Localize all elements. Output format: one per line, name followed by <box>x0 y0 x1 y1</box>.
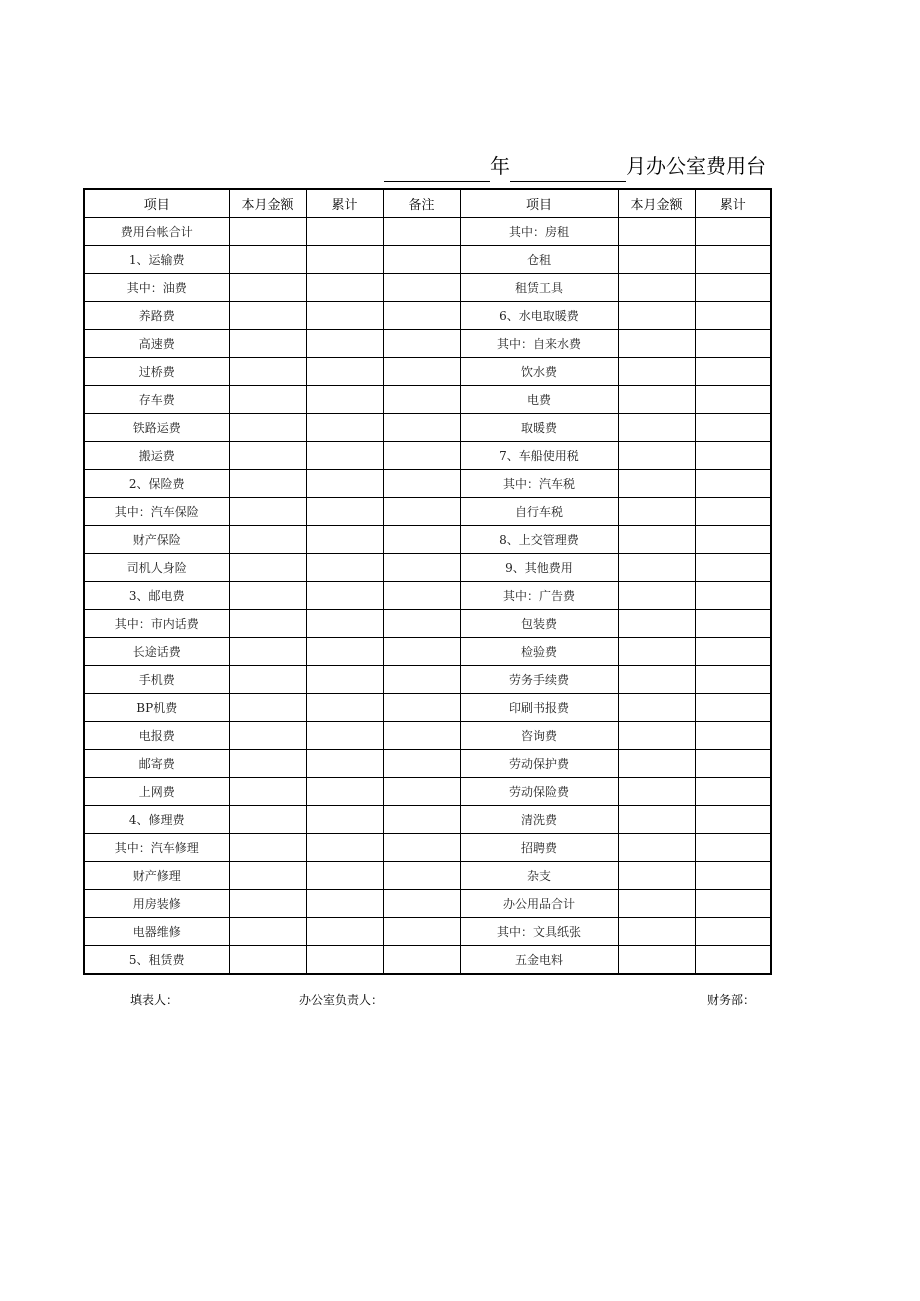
cumulative-cell[interactable] <box>306 638 383 666</box>
month-amount-cell[interactable] <box>229 554 306 582</box>
table-row <box>84 750 771 778</box>
month-amount-cell-right[interactable] <box>618 526 695 554</box>
cumulative-cell[interactable] <box>306 218 383 246</box>
notes-cell[interactable] <box>383 918 460 946</box>
table-row <box>84 946 771 975</box>
month-amount-cell[interactable] <box>229 918 306 946</box>
item-label-right: 劳动保护费 <box>460 750 618 778</box>
month-amount-cell-right[interactable] <box>618 750 695 778</box>
item-label: 高速费 <box>84 330 229 358</box>
item-label-right: 其中：广告费 <box>460 582 618 610</box>
notes-cell[interactable] <box>383 946 460 975</box>
office-head-label: 办公室负责人： <box>299 993 384 1007</box>
month-amount-cell[interactable] <box>229 302 306 330</box>
month-amount-cell-right[interactable] <box>618 918 695 946</box>
notes-cell[interactable] <box>383 610 460 638</box>
table-row <box>84 246 771 274</box>
item-label: 财产保险 <box>84 526 229 554</box>
header-cumulative: 累计 <box>306 189 383 218</box>
page-title <box>384 150 772 182</box>
month-amount-cell-right[interactable] <box>618 302 695 330</box>
item-label-right: 6、水电取暖费 <box>460 302 618 330</box>
cumulative-cell[interactable] <box>306 918 383 946</box>
item-label-right: 招聘费 <box>460 834 618 862</box>
cumulative-cell[interactable] <box>306 526 383 554</box>
table-row <box>84 890 771 918</box>
month-amount-cell-right[interactable] <box>618 386 695 414</box>
month-amount-cell-right[interactable] <box>618 694 695 722</box>
month-amount-cell[interactable] <box>229 722 306 750</box>
item-label-right: 其中：自来水费 <box>460 330 618 358</box>
cumulative-cell-right[interactable] <box>695 750 771 778</box>
month-amount-cell-right[interactable] <box>618 582 695 610</box>
cumulative-cell[interactable] <box>306 554 383 582</box>
table-row <box>84 582 771 610</box>
month-amount-cell[interactable] <box>229 218 306 246</box>
item-label: 存车费 <box>84 386 229 414</box>
table-row <box>84 554 771 582</box>
cumulative-cell[interactable] <box>306 666 383 694</box>
month-amount-cell-right[interactable] <box>618 554 695 582</box>
cumulative-cell[interactable] <box>306 862 383 890</box>
notes-cell[interactable] <box>383 638 460 666</box>
item-label-right: 9、其他费用 <box>460 554 618 582</box>
notes-cell[interactable] <box>383 890 460 918</box>
month-amount-cell-right[interactable] <box>618 498 695 526</box>
item-label: 电报费 <box>84 722 229 750</box>
item-label-right: 租赁工具 <box>460 274 618 302</box>
cumulative-cell[interactable] <box>306 330 383 358</box>
item-label-right: 劳动保险费 <box>460 778 618 806</box>
filler-label: 填表人： <box>130 993 179 1007</box>
cumulative-cell[interactable] <box>306 834 383 862</box>
header-item-right: 项目 <box>460 189 618 218</box>
month-amount-cell-right[interactable] <box>618 862 695 890</box>
item-label-right: 7、车船使用税 <box>460 442 618 470</box>
item-label: 搬运费 <box>84 442 229 470</box>
cumulative-cell[interactable] <box>306 946 383 975</box>
item-label-right: 清洗费 <box>460 806 618 834</box>
item-label: 4、修理费 <box>84 806 229 834</box>
cumulative-cell[interactable] <box>306 806 383 834</box>
table-row <box>84 330 771 358</box>
notes-cell[interactable] <box>383 778 460 806</box>
notes-cell[interactable] <box>383 582 460 610</box>
item-label-right: 印刷书报费 <box>460 694 618 722</box>
cumulative-cell[interactable] <box>306 302 383 330</box>
item-label: 其中：油费 <box>84 274 229 302</box>
month-amount-cell[interactable] <box>229 274 306 302</box>
item-label-right: 包装费 <box>460 610 618 638</box>
cumulative-cell-right[interactable] <box>695 806 771 834</box>
table-row <box>84 414 771 442</box>
table-row <box>84 470 771 498</box>
table-row <box>84 302 771 330</box>
notes-cell[interactable] <box>383 274 460 302</box>
table-row <box>84 778 771 806</box>
cumulative-cell-right[interactable] <box>695 526 771 554</box>
cumulative-cell-right[interactable] <box>695 470 771 498</box>
year-label: 年 <box>490 154 510 178</box>
notes-cell[interactable] <box>383 358 460 386</box>
header-cumulative-right: 累计 <box>695 189 771 218</box>
item-label-right: 其中：文具纸张 <box>460 918 618 946</box>
month-amount-cell[interactable] <box>229 778 306 806</box>
item-label-right: 办公用品合计 <box>460 890 618 918</box>
item-label-right: 其中：汽车税 <box>460 470 618 498</box>
cumulative-cell-right[interactable] <box>695 638 771 666</box>
month-amount-cell[interactable] <box>229 638 306 666</box>
month-amount-cell[interactable] <box>229 750 306 778</box>
item-label-right: 检验费 <box>460 638 618 666</box>
cumulative-cell-right[interactable] <box>695 330 771 358</box>
cumulative-cell[interactable] <box>306 414 383 442</box>
month-amount-cell[interactable] <box>229 386 306 414</box>
cumulative-cell[interactable] <box>306 386 383 414</box>
cumulative-cell[interactable] <box>306 470 383 498</box>
cumulative-cell-right[interactable] <box>695 386 771 414</box>
table-row <box>84 386 771 414</box>
item-label: 邮寄费 <box>84 750 229 778</box>
month-amount-cell-right[interactable] <box>618 666 695 694</box>
header-row <box>84 189 771 218</box>
cumulative-cell-right[interactable] <box>695 666 771 694</box>
month-amount-cell-right[interactable] <box>618 890 695 918</box>
cumulative-cell-right[interactable] <box>695 694 771 722</box>
month-amount-cell-right[interactable] <box>618 246 695 274</box>
cumulative-cell-right[interactable] <box>695 498 771 526</box>
notes-cell[interactable] <box>383 834 460 862</box>
year-blank[interactable] <box>384 157 490 182</box>
item-label: 过桥费 <box>84 358 229 386</box>
item-label: 电器维修 <box>84 918 229 946</box>
month-amount-cell[interactable] <box>229 862 306 890</box>
item-label: 上网费 <box>84 778 229 806</box>
cumulative-cell-right[interactable] <box>695 274 771 302</box>
expense-ledger-table <box>83 188 772 975</box>
month-amount-cell[interactable] <box>229 330 306 358</box>
month-amount-cell-right[interactable] <box>618 274 695 302</box>
item-label: BP机费 <box>84 694 229 722</box>
item-label-right: 饮水费 <box>460 358 618 386</box>
item-label-right: 电费 <box>460 386 618 414</box>
month-amount-cell[interactable] <box>229 442 306 470</box>
notes-cell[interactable] <box>383 442 460 470</box>
month-amount-cell-right[interactable] <box>618 806 695 834</box>
cumulative-cell[interactable] <box>306 246 383 274</box>
item-label: 财产修理 <box>84 862 229 890</box>
item-label: 其中：汽车保险 <box>84 498 229 526</box>
cumulative-cell-right[interactable] <box>695 946 771 975</box>
month-amount-cell-right[interactable] <box>618 610 695 638</box>
table-row <box>84 722 771 750</box>
month-amount-cell[interactable] <box>229 526 306 554</box>
cumulative-cell[interactable] <box>306 890 383 918</box>
header-month-amount: 本月金额 <box>229 189 306 218</box>
cumulative-cell[interactable] <box>306 274 383 302</box>
month-amount-cell-right[interactable] <box>618 946 695 975</box>
month-amount-cell-right[interactable] <box>618 358 695 386</box>
table-row <box>84 638 771 666</box>
item-label-right: 劳务手续费 <box>460 666 618 694</box>
notes-cell[interactable] <box>383 246 460 274</box>
table-row <box>84 862 771 890</box>
item-label: 铁路运费 <box>84 414 229 442</box>
notes-cell[interactable] <box>383 554 460 582</box>
table-row <box>84 610 771 638</box>
notes-cell[interactable] <box>383 302 460 330</box>
notes-cell[interactable] <box>383 414 460 442</box>
cumulative-cell[interactable] <box>306 722 383 750</box>
cumulative-cell-right[interactable] <box>695 554 771 582</box>
table-row <box>84 526 771 554</box>
cumulative-cell-right[interactable] <box>695 302 771 330</box>
month-amount-cell-right[interactable] <box>618 778 695 806</box>
item-label: 其中：市内话费 <box>84 610 229 638</box>
table-row <box>84 218 771 246</box>
month-amount-cell[interactable] <box>229 470 306 498</box>
item-label: 手机费 <box>84 666 229 694</box>
item-label: 2、保险费 <box>84 470 229 498</box>
cumulative-cell-right[interactable] <box>695 834 771 862</box>
notes-cell[interactable] <box>383 386 460 414</box>
month-amount-cell[interactable] <box>229 358 306 386</box>
notes-cell[interactable] <box>383 330 460 358</box>
table-row <box>84 834 771 862</box>
month-amount-cell-right[interactable] <box>618 638 695 666</box>
month-amount-cell-right[interactable] <box>618 414 695 442</box>
month-amount-cell[interactable] <box>229 806 306 834</box>
notes-cell[interactable] <box>383 750 460 778</box>
item-label: 3、邮电费 <box>84 582 229 610</box>
item-label: 其中：汽车修理 <box>84 834 229 862</box>
item-label-right: 其中：房租 <box>460 218 618 246</box>
item-label-right: 取暖费 <box>460 414 618 442</box>
month-amount-cell-right[interactable] <box>618 722 695 750</box>
month-amount-cell-right[interactable] <box>618 330 695 358</box>
cumulative-cell-right[interactable] <box>695 442 771 470</box>
month-amount-cell[interactable] <box>229 694 306 722</box>
cumulative-cell-right[interactable] <box>695 414 771 442</box>
item-label: 5、租赁费 <box>84 946 229 975</box>
item-label: 费用台帐合计 <box>84 218 229 246</box>
table-row <box>84 498 771 526</box>
cumulative-cell-right[interactable] <box>695 862 771 890</box>
table-row <box>84 806 771 834</box>
month-amount-cell[interactable] <box>229 582 306 610</box>
cumulative-cell-right[interactable] <box>695 890 771 918</box>
month-amount-cell-right[interactable] <box>618 442 695 470</box>
month-amount-cell[interactable] <box>229 834 306 862</box>
month-amount-cell[interactable] <box>229 666 306 694</box>
table-row <box>84 358 771 386</box>
item-label: 长途话费 <box>84 638 229 666</box>
cumulative-cell[interactable] <box>306 358 383 386</box>
notes-cell[interactable] <box>383 694 460 722</box>
month-amount-cell[interactable] <box>229 946 306 975</box>
item-label-right: 五金电料 <box>460 946 618 975</box>
cumulative-cell-right[interactable] <box>695 722 771 750</box>
notes-cell[interactable] <box>383 666 460 694</box>
cumulative-cell[interactable] <box>306 694 383 722</box>
item-label: 司机人身险 <box>84 554 229 582</box>
header-item: 项目 <box>84 189 229 218</box>
month-amount-cell[interactable] <box>229 414 306 442</box>
notes-cell[interactable] <box>383 806 460 834</box>
cumulative-cell[interactable] <box>306 778 383 806</box>
table-row <box>84 694 771 722</box>
month-amount-cell[interactable] <box>229 890 306 918</box>
month-amount-cell-right[interactable] <box>618 470 695 498</box>
cumulative-cell-right[interactable] <box>695 358 771 386</box>
header-month-amount-right: 本月金额 <box>618 189 695 218</box>
item-label-right: 仓租 <box>460 246 618 274</box>
item-label: 1、运输费 <box>84 246 229 274</box>
notes-cell[interactable] <box>383 498 460 526</box>
cumulative-cell[interactable] <box>306 750 383 778</box>
cumulative-cell[interactable] <box>306 442 383 470</box>
cumulative-cell-right[interactable] <box>695 246 771 274</box>
table-row <box>84 918 771 946</box>
ledger-body <box>84 218 771 975</box>
notes-cell[interactable] <box>383 218 460 246</box>
table-row <box>84 274 771 302</box>
notes-cell[interactable] <box>383 470 460 498</box>
cumulative-cell[interactable] <box>306 610 383 638</box>
item-label-right: 咨询费 <box>460 722 618 750</box>
table-row <box>84 666 771 694</box>
item-label: 养路费 <box>84 302 229 330</box>
item-label-right: 8、上交管理费 <box>460 526 618 554</box>
item-label: 用房装修 <box>84 890 229 918</box>
cumulative-cell-right[interactable] <box>695 218 771 246</box>
month-blank[interactable] <box>510 157 626 182</box>
title-text: 月办公室费用台 <box>626 154 766 178</box>
cumulative-cell-right[interactable] <box>695 918 771 946</box>
item-label-right: 自行车税 <box>460 498 618 526</box>
table-row <box>84 442 771 470</box>
cumulative-cell-right[interactable] <box>695 582 771 610</box>
month-amount-cell[interactable] <box>229 498 306 526</box>
finance-label: 财务部： <box>707 993 756 1007</box>
notes-cell[interactable] <box>383 526 460 554</box>
notes-cell[interactable] <box>383 722 460 750</box>
month-amount-cell[interactable] <box>229 246 306 274</box>
notes-cell[interactable] <box>383 862 460 890</box>
cumulative-cell[interactable] <box>306 582 383 610</box>
cumulative-cell[interactable] <box>306 498 383 526</box>
month-amount-cell-right[interactable] <box>618 834 695 862</box>
header-notes: 备注 <box>383 189 460 218</box>
item-label-right: 杂支 <box>460 862 618 890</box>
cumulative-cell-right[interactable] <box>695 778 771 806</box>
month-amount-cell-right[interactable] <box>618 218 695 246</box>
cumulative-cell-right[interactable] <box>695 610 771 638</box>
month-amount-cell[interactable] <box>229 610 306 638</box>
